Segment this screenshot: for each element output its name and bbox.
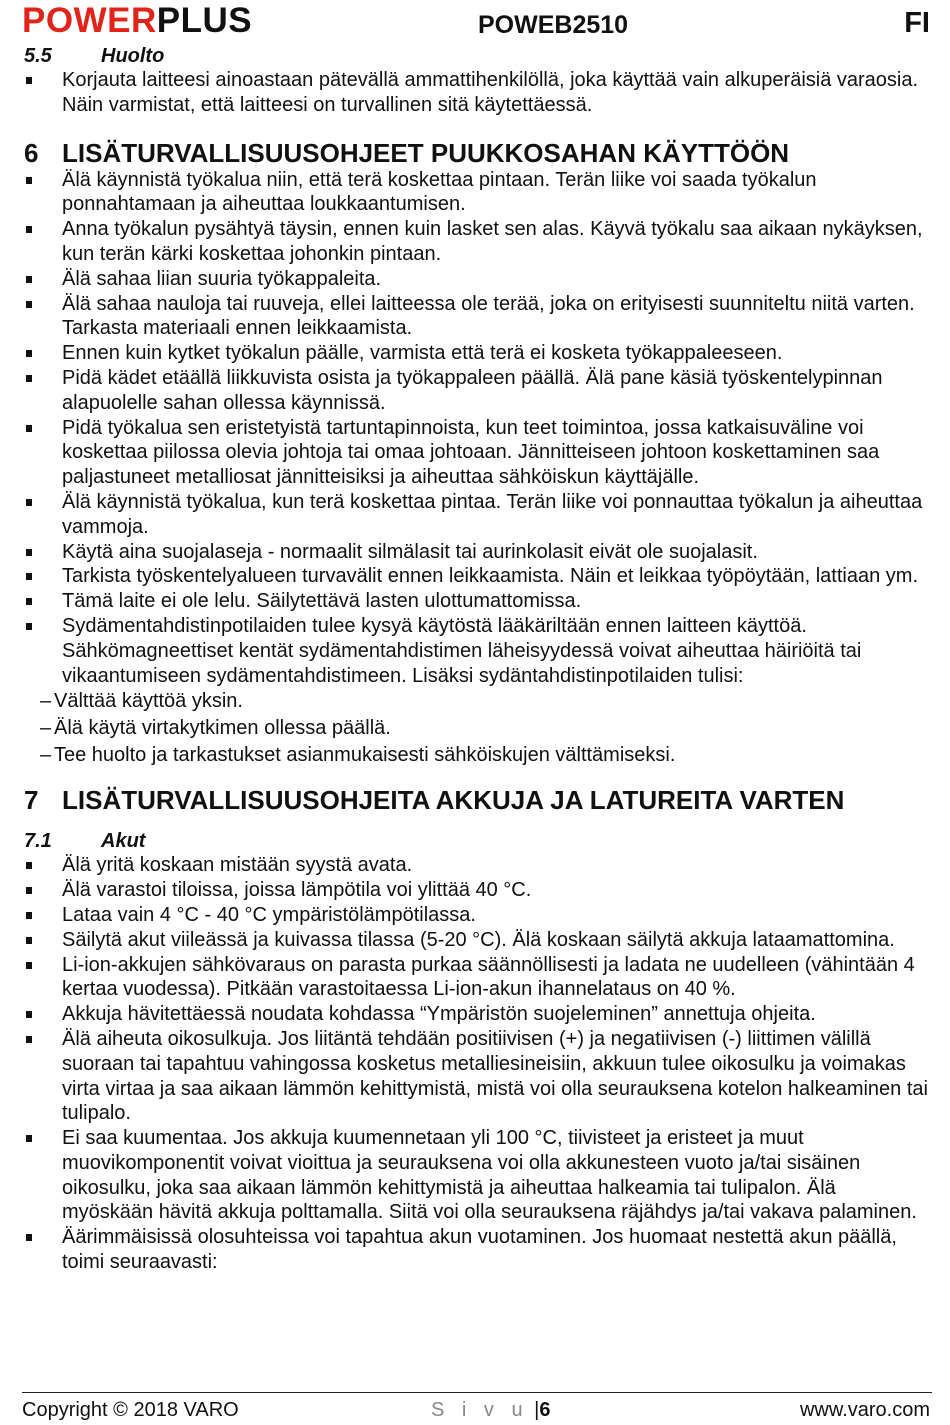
dash-bullet: – [40,717,52,740]
list-item: Pidä työkalua sen eristetyistä tartuntapinnoista, kun teet toimintoa, jossa katkaisuväline voi koskettaa piilossa olevia johtoja tai omaa johtoaan. Jännitteiseen johtoon koskettaminen saa paljastuneet metalliosat jännitteisiksi ja aiheuttaa sähköiskun käyttäjälle. [24,416,932,490]
section-title: Akut [101,830,146,853]
list-item: Älä sahaa liian suuria työkappaleita. [24,267,932,292]
list-item: Anna työkalun pysähtyä täysin, ennen kuin lasket sen alas. Käyvä työkalu saa aikaan nykäyksen, kun terän kärki koskettaa johonkin pintaan. [24,217,932,267]
page-indicator [431,1399,550,1422]
document-body [24,44,932,1275]
section-7-1-heading [24,829,932,853]
list-item: Ennen kuin kytket työkalun päälle, varmista että terä ei kosketa työkappaleeseen. [24,341,932,366]
page-number: 6 [539,1399,551,1421]
section-7-1-list [24,853,932,1275]
list-item: Tämä laite ei ole lelu. Säilytettävä lasten ulottumattomissa. [24,589,932,614]
logo-part-power: POWER [22,1,157,40]
dash-item [24,742,932,769]
section-number: 7.1 [24,830,52,853]
section-5-5-heading [24,44,932,68]
section-6-dash-list [24,688,932,769]
page-separator: | [534,1399,540,1421]
dash-item-text: Tee huolto ja tarkastukset asianmukaisesti sähköiskujen välttämiseksi. [54,744,676,767]
section-title: LISÄTURVALLISUUSOHJEET PUUKKOSAHAN KÄYTTÖÖN [62,137,790,168]
list-item: Li-ion-akkujen sähkövaraus on parasta purkaa säännöllisesti ja ladata ne uudelleen (vähintään 4 kertaa vuodessa). Pitkään varastoitaessa Li-ion-akun ihannelataus on 40 %. [24,953,932,1003]
list-item: Älä aiheuta oikosulkuja. Jos liitäntä tehdään positiivisen (+) ja negatiivisen (-) liittimen välillä suoraan tai tapahtuu vahingossa kosketus metalliesineisiin, akkuun tulee oikosulku ja voimakas virta virtaa ja saa aikaan lämmön kehittymistä, mistä voi olla seurauksena kotelon halkeaminen tai tulipalo. [24,1027,932,1126]
section-5-5-list [24,68,932,118]
list-item: Ei saa kuumentaa. Jos akkuja kuumennetaan yli 100 °C, tiivisteet ja eristeet ja muut muovikomponentit voivat vioittua ja seurauksena voi olla akkunesteen vuoto ja/tai sisäinen oikosulku, joka saa aikaan lämmön kehittymistä ja aiheuttaa halkeamia tai tulipalon. Älä myöskään hävitä akkuja polttamalla. Siitä voi olla seurauksena räjähdys ja/tai vakava palaminen. [24,1126,932,1225]
dash-item [24,688,932,715]
list-item: Lataa vain 4 °C - 40 °C ympäristölämpötilassa. [24,903,932,928]
model-number: POWEB2510 [478,11,629,39]
website-link[interactable]: www.varo.com [799,1399,930,1421]
list-item: Älä yritä koskaan mistään syystä avata. [24,853,932,878]
list-item: Tarkista työskentelyalueen turvavälit ennen leikkaamista. Näin et leikkaa työpöytään, lattiaan ym. [24,564,932,589]
section-6-list [24,168,932,689]
list-item: Sydämentahdistinpotilaiden tulee kysyä käytöstä lääkäriltään ennen laitteen käyttöä. Sähkömagneettiset kentät sydämentahdistimen läheisyydessä voivat aiheuttaa häiriöitä tai vikaantumiseen sydämentahdistimeen. Lisäksi sydäntahdistinpotilaiden tulisi: [24,614,932,688]
dash-item-text: Välttää käyttöä yksin. [54,690,243,713]
list-item: Korjauta laitteesi ainoastaan pätevällä ammattihenkilöllä, joka käyttää vain alkuperäisiä varaosia. Näin varmistat, että laitteesi on turvallinen sitä käytettäessä. [24,68,932,118]
section-number: 7 [24,785,39,816]
list-item: Pidä kädet etäällä liikkuvista osista ja työkappaleen päällä. Älä pane käsiä työskentelypinnan alapuolelle sahan ollessa käynnissä. [24,366,932,416]
section-number: 6 [24,137,39,168]
section-number: 5.5 [24,45,52,67]
section-6-heading [24,138,932,168]
list-item: Akkuja hävitettäessä noudata kohdassa “Ympäristön suojeleminen” annettuja ohjeita. [24,1002,932,1027]
list-item: Äärimmäisissä olosuhteissa voi tapahtua akun vuotaminen. Jos huomaat nestettä akun päällä, toimi seuraavasti: [24,1225,932,1275]
copyright-text: Copyright © 2018 VARO [22,1399,239,1421]
section-title: Huolto [101,45,165,67]
dash-item [24,715,932,742]
list-item: Käytä aina suojalaseja - normaalit silmälasit tai aurinkolasit eivät ole suojalasit. [24,540,932,565]
list-item: Älä varastoi tiloissa, joissa lämpötila voi ylittää 40 °C. [24,878,932,903]
section-title: LISÄTURVALLISUUSOHJEITA AKKUJA JA LATUREITA VARTEN [62,785,845,816]
logo-part-plus: PLUS [156,1,253,40]
page-footer [22,1392,932,1425]
dash-item-text: Älä käytä virtakytkimen ollessa päällä. [54,717,391,740]
page-label: S i v u [431,1399,529,1421]
section-7-heading [24,785,932,815]
page-header [0,0,950,46]
list-item: Älä käynnistä työkalua, kun terä koskettaa pintaa. Terän liike voi ponnauttaa työkalun ja aiheuttaa vammoja. [24,490,932,540]
powerplus-logo [22,1,253,40]
language-code: FI [904,7,930,39]
dash-bullet: – [40,690,52,713]
list-item: Älä sahaa nauloja tai ruuveja, ellei laitteessa ole terää, joka on erityisesti suunniteltu niitä varten. Tarkasta materiaali ennen leikkaamista. [24,292,932,342]
list-item: Säilytä akut viileässä ja kuivassa tilassa (5-20 °C). Älä koskaan säilytä akkuja lataamattomina. [24,928,932,953]
list-item: Älä käynnistä työkalua niin, että terä koskettaa pintaan. Terän liike voi saada työkalun ponnahtamaan ja aiheuttaa loukkaantumisen. [24,168,932,218]
dash-bullet: – [40,744,52,767]
